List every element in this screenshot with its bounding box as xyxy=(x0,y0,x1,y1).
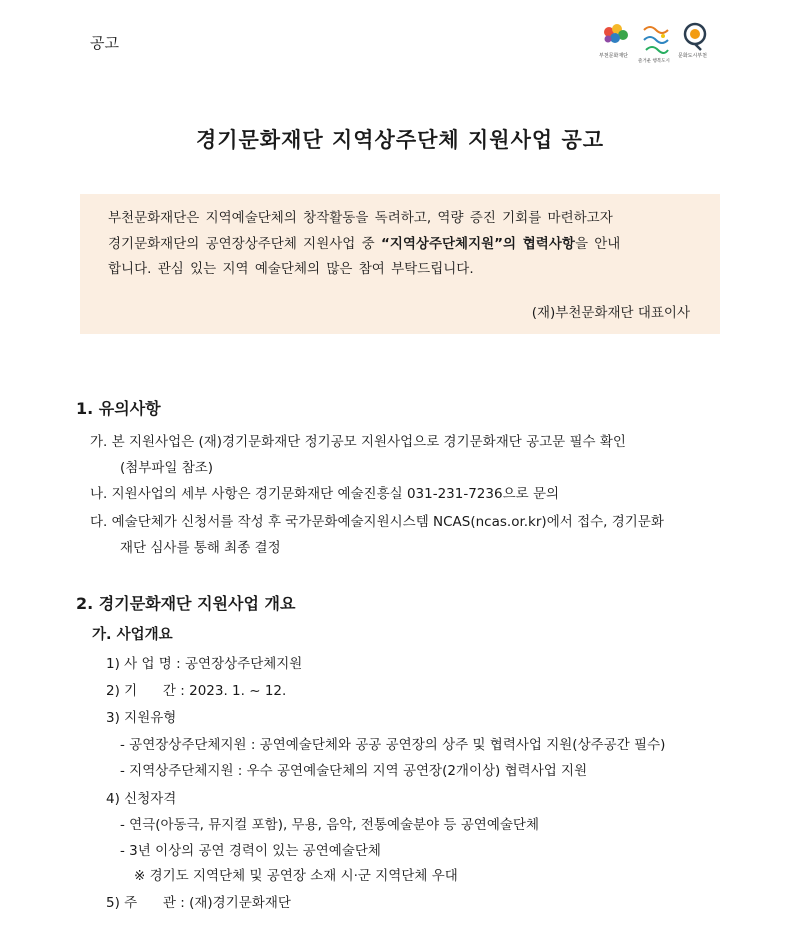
eligibility-preference-note: ※ 경기도 지역단체 및 공연장 소재 시·군 지역단체 우대 xyxy=(134,868,458,884)
eligibility-career: - 3년 이상의 공연 경력이 있는 공연예술단체 xyxy=(120,843,381,859)
notice-line-3: 합니다. 관심 있는 지역 예술단체의 많은 참여 부탁드립니다. xyxy=(108,261,474,277)
logo3-caption: 문화도시부천 xyxy=(678,53,707,59)
support-type-regional: - 지역상주단체지원 : 우수 공연예술단체의 지역 공연장(2개이상) 협력사업 지원 xyxy=(120,763,588,779)
logo1-caption: 부천문화재단 xyxy=(599,53,628,59)
overview-project-name: 1) 사 업 명 : 공연장상주단체지원 xyxy=(106,656,303,672)
section1-item-ga: 가. 본 지원사업은 (재)경기문화재단 정기공모 지원사업으로 경기문화재단 공고문 필수 확인 xyxy=(90,434,626,450)
overview-period: 2) 기 간 : 2023. 1. ~ 12. xyxy=(106,683,287,699)
logo2-caption: 즐거운 행복도시 xyxy=(638,59,670,64)
section2-subheading: 가. 사업개요 xyxy=(92,627,173,643)
happy-city-logo xyxy=(640,22,672,58)
overview-support-type: 3) 지원유형 xyxy=(106,710,177,726)
bucheon-foundation-logo xyxy=(598,22,634,52)
logo-group xyxy=(598,22,718,62)
document-tag: 공고 xyxy=(90,34,119,52)
notice-box xyxy=(80,194,720,334)
notice-line-1: 부천문화재단은 지역예술단체의 창작활동을 독려하고, 역량 증진 기회를 마련하고자 xyxy=(108,210,613,226)
section1-item-da: 다. 예술단체가 신청서를 작성 후 국가문화예술지원시스템 NCAS(ncas.or.kr)에서 접수, 경기문화 xyxy=(90,514,664,530)
notice-line-2 xyxy=(108,232,620,252)
section1-item-da-cont: 재단 심사를 통해 최종 결정 xyxy=(120,540,281,556)
culture-city-logo xyxy=(678,22,712,52)
eligibility-genres: - 연극(아동극, 뮤지컬 포함), 무용, 음악, 전통예술분야 등 공연예술단체 xyxy=(120,817,540,833)
support-type-resident: - 공연장상주단체지원 : 공연예술단체와 공공 공연장의 상주 및 협력사업 지원(상주공간 필수) xyxy=(120,737,666,753)
section1-item-na: 나. 지원사업의 세부 사항은 경기문화재단 예술진흥실 031-231-7236으로 문의 xyxy=(90,486,560,502)
notice-line-2-pre: 경기문화재단의 공연장상주단체 지원사업 중 xyxy=(108,236,381,252)
notice-highlight: “지역상주단체지원”의 협력사항 xyxy=(380,236,575,252)
overview-organizer: 5) 주 관 : (재)경기문화재단 xyxy=(106,895,291,911)
section1-heading: 1. 유의사항 xyxy=(76,399,161,418)
section1-item-ga-cont: (첨부파일 참조) xyxy=(120,460,214,476)
overview-eligibility: 4) 신청자격 xyxy=(106,791,177,807)
page-title: 경기문화재단 지역상주단체 지원사업 공고 xyxy=(195,128,605,152)
notice-line-2-post: 을 안내 xyxy=(574,236,621,252)
notice-signature: (재)부천문화재단 대표이사 xyxy=(531,305,690,321)
section2-heading: 2. 경기문화재단 지원사업 개요 xyxy=(76,594,296,613)
